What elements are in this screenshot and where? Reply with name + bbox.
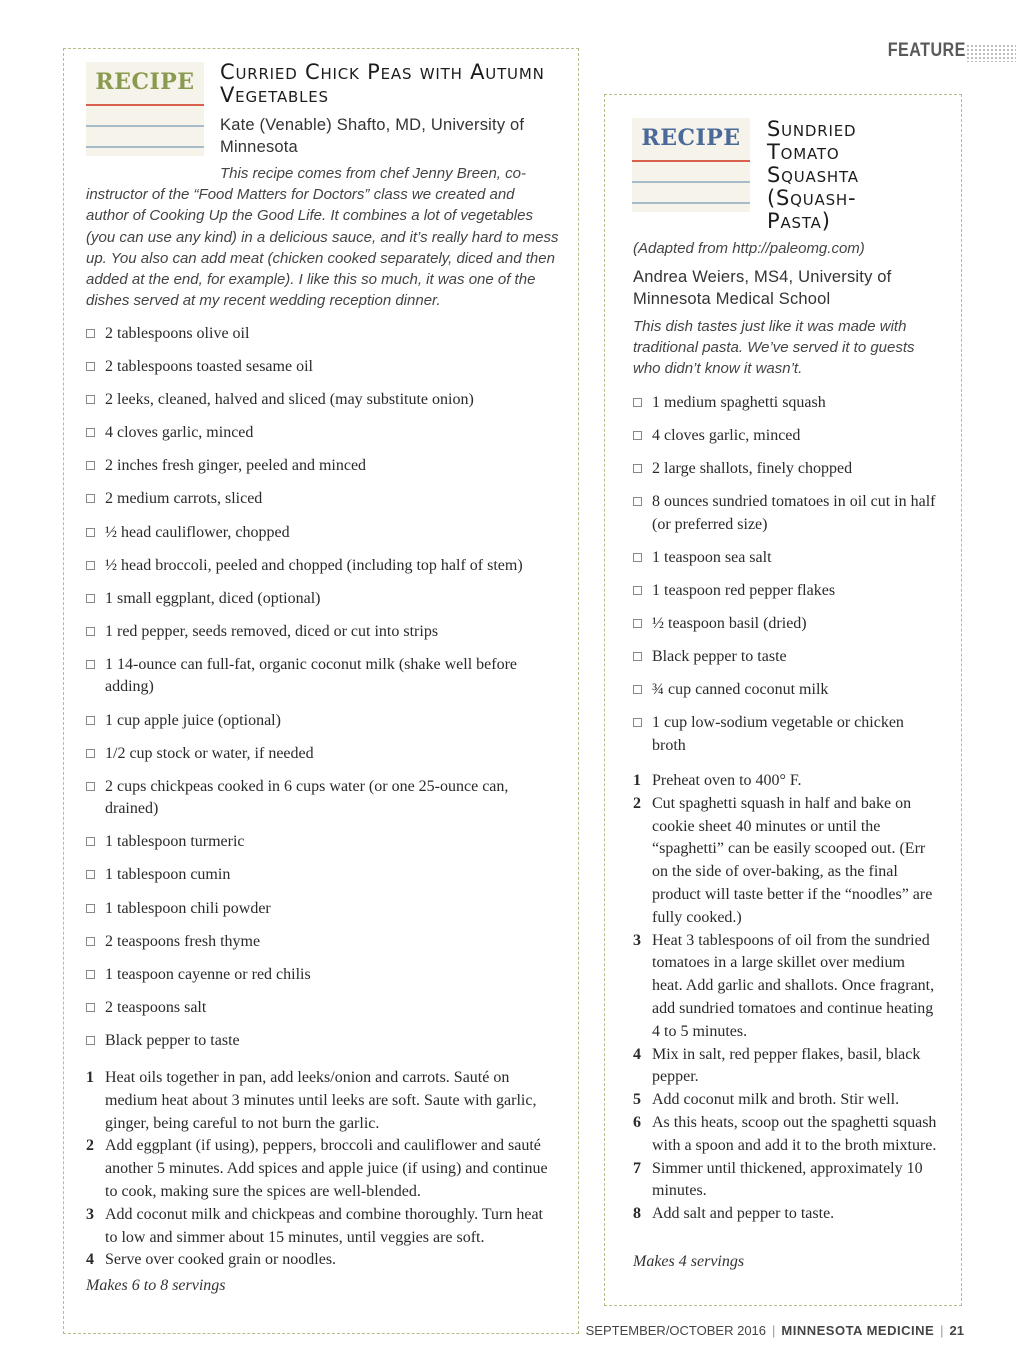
ingredient-text: 1/2 cup stock or water, if needed — [105, 744, 314, 762]
step-list-left — [86, 1067, 556, 1272]
step-text: Cut spaghetti squash in half and bake on cookie sheet 40 minutes or until the “spaghetti” can be easily scooped out. (Err on the side of over-baking, as the final product will taste better if the “noodles” are fully cooked.) — [652, 794, 933, 926]
step-item — [633, 1044, 939, 1090]
ingredient-item — [633, 547, 939, 570]
checkbox-icon[interactable] — [86, 904, 95, 913]
recipe-intro: This dish tastes just like it was made with traditional pasta. We’ve served it to guests who didn’t know it wasn’t. — [633, 318, 915, 378]
ingredient-text: 1 cup apple juice (optional) — [105, 711, 281, 729]
step-text: Add salt and pepper to taste. — [652, 1205, 835, 1223]
checkbox-icon[interactable] — [633, 718, 642, 727]
step-number: 8 — [633, 1205, 641, 1223]
recipe-author: Kate (Venable) Shafto, MD, University of Minnesota — [220, 116, 525, 156]
step-item — [633, 930, 939, 1044]
ingredient-item — [633, 491, 939, 536]
issue-date: SEPTEMBER/OCTOBER 2016 — [585, 1323, 767, 1338]
checkbox-icon[interactable] — [86, 461, 95, 470]
step-text: Simmer until thickened, approximately 10 minutes. — [652, 1159, 923, 1200]
ingredient-item — [86, 455, 556, 478]
ingredient-item — [86, 422, 556, 445]
checkbox-icon[interactable] — [633, 431, 642, 440]
ingredient-item — [86, 831, 556, 854]
ingredient-text: 1 14-ounce can full-fat, organic coconut milk (shake well before adding) — [105, 655, 517, 696]
badge-rule-red — [86, 104, 204, 106]
ingredient-item — [86, 743, 556, 766]
ingredient-text: 8 ounces sundried tomatoes in oil cut in half (or preferred size) — [652, 493, 936, 533]
step-number: 5 — [633, 1091, 641, 1109]
step-item — [633, 1203, 939, 1226]
checkbox-icon[interactable] — [633, 619, 642, 628]
checkbox-icon[interactable] — [86, 716, 95, 725]
step-text: Serve over cooked grain or noodles. — [105, 1251, 337, 1269]
checkbox-icon[interactable] — [86, 937, 95, 946]
step-text: Add coconut milk and broth. Stir well. — [652, 1091, 900, 1109]
ingredient-list-right — [633, 392, 939, 768]
ingredient-text: 2 leeks, cleaned, halved and sliced (may substitute onion) — [105, 391, 474, 409]
page-number: 21 — [949, 1323, 964, 1338]
step-list-right — [633, 770, 939, 1226]
step-item — [86, 1204, 556, 1250]
step-text: Preheat oven to 400° F. — [652, 772, 802, 789]
dot-pattern-decoration — [966, 44, 1016, 62]
checkbox-icon[interactable] — [86, 870, 95, 879]
ingredient-item — [86, 864, 556, 887]
step-item — [86, 1249, 556, 1272]
step-number: 1 — [633, 772, 641, 789]
ingredient-item — [86, 898, 556, 921]
ingredient-item — [633, 580, 939, 603]
step-text: Heat 3 tablespoons of oil from the sundried tomatoes in a large skillet over medium heat. Add garlic and shallots. Once fragrant, add sundried tomatoes and continue heating 4 to 5 minutes. — [652, 931, 935, 1040]
checkbox-icon[interactable] — [633, 652, 642, 661]
ingredient-item — [86, 654, 556, 699]
ingredient-item — [633, 646, 939, 669]
checkbox-icon[interactable] — [86, 594, 95, 603]
checkbox-icon[interactable] — [86, 395, 95, 404]
checkbox-icon[interactable] — [86, 749, 95, 758]
ingredient-list-left — [86, 323, 556, 1063]
ingredient-item — [86, 389, 556, 412]
ingredient-text: 1 small eggplant, diced (optional) — [105, 589, 321, 607]
step-number: 7 — [633, 1159, 641, 1177]
recipe-intro-text: This recipe comes from chef Jenny Breen, co-instructor of the “Food Matters for Doctors” class we created and author of Cooking Up the Good Life. It combines a lot of vegetables (you can use any kind) in a delicious sauce, and it’s really hard to mess up. You also can add meat (chicken cooked separately, diced and then added at the end, for example). I like this so much, it was one of the dishes served at my recent wedding reception dinner. — [86, 165, 559, 310]
magazine-name: MINNESOTA MEDICINE — [781, 1323, 935, 1338]
step-text: Mix in salt, red pepper flakes, basil, black pepper. — [652, 1045, 921, 1086]
ingredient-item — [86, 621, 556, 644]
step-item — [633, 1158, 939, 1204]
checkbox-icon[interactable] — [633, 464, 642, 473]
step-text: As this heats, scoop out the spaghetti squash with a spoon and add it to the broth mixture. — [652, 1113, 937, 1154]
ingredient-text: 1 red pepper, seeds removed, diced or cut into strips — [105, 622, 439, 640]
checkbox-icon[interactable] — [86, 782, 95, 791]
recipe-yield: Makes 4 servings — [633, 1253, 745, 1270]
ingredient-text: 2 teaspoons fresh thyme — [105, 932, 261, 950]
ingredient-text: Black pepper to taste — [105, 1031, 240, 1049]
ingredient-item — [86, 488, 556, 511]
step-item — [633, 770, 939, 793]
ingredient-item — [86, 356, 556, 379]
checkbox-icon[interactable] — [86, 561, 95, 570]
ingredient-text: 1 medium spaghetti squash — [652, 394, 826, 411]
step-number: 3 — [86, 1205, 94, 1223]
ingredient-text: 1 teaspoon cayenne or red chilis — [105, 965, 311, 983]
recipe-source: (Adapted from http://paleomg.com) — [633, 240, 865, 257]
step-item — [633, 793, 939, 930]
checkbox-icon[interactable] — [86, 494, 95, 503]
ingredient-item — [633, 392, 939, 415]
recipe-badge-left — [86, 62, 204, 156]
checkbox-icon[interactable] — [86, 362, 95, 371]
recipe-author: Andrea Weiers, MS4, University of Minnesota Medical School — [633, 268, 892, 308]
step-number: 6 — [633, 1113, 641, 1131]
ingredient-text: 2 tablespoons olive oil — [105, 325, 250, 342]
ingredient-text: ¾ cup canned coconut milk — [652, 681, 829, 699]
ingredient-item — [86, 522, 556, 545]
checkbox-icon[interactable] — [86, 329, 95, 338]
ingredient-text: 2 large shallots, finely chopped — [652, 460, 853, 478]
step-item — [86, 1135, 556, 1203]
ingredient-text: Black pepper to taste — [652, 648, 787, 666]
checkbox-icon[interactable] — [633, 553, 642, 562]
ingredient-text: 1 teaspoon sea salt — [652, 548, 772, 566]
ingredient-item — [86, 1030, 556, 1053]
ingredient-item — [633, 679, 939, 702]
step-item — [86, 1067, 556, 1135]
step-number: 2 — [633, 794, 641, 812]
step-number: 2 — [86, 1137, 94, 1155]
recipe-badge-right — [632, 118, 750, 212]
step-number: 4 — [86, 1251, 94, 1269]
ingredient-text: 4 cloves garlic, minced — [652, 427, 801, 445]
ingredient-item — [86, 997, 556, 1020]
ingredient-text: 1 cup low-sodium vegetable or chicken broth — [652, 714, 904, 754]
section-label: FEATURE — [887, 40, 966, 61]
checkbox-icon[interactable] — [86, 970, 95, 979]
ingredient-text: ½ head cauliflower, chopped — [105, 523, 290, 541]
ingredient-text: 2 cups chickpeas cooked in 6 cups water (or one 25-ounce can, drained) — [105, 777, 509, 818]
step-number: 4 — [633, 1045, 641, 1063]
ingredient-text: 2 tablespoons toasted sesame oil — [105, 358, 313, 376]
ingredient-item — [86, 964, 556, 987]
checkbox-icon[interactable] — [86, 1003, 95, 1012]
checkbox-icon[interactable] — [86, 528, 95, 537]
step-number: 1 — [86, 1069, 94, 1086]
recipe-yield: Makes 6 to 8 servings — [86, 1277, 226, 1294]
step-text: Add eggplant (if using), peppers, broccoli and cauliflower and sauté another 5 minutes. Add spices and apple juice (if using) and continue to cook, making sure the spices are well-blended. — [105, 1137, 548, 1200]
badge-rule-blue — [86, 125, 204, 127]
ingredient-text: 1 teaspoon red pepper flakes — [652, 581, 836, 599]
checkbox-icon[interactable] — [633, 586, 642, 595]
badge-rule-blue-2 — [86, 146, 204, 148]
ingredient-text: ½ teaspoon basil (dried) — [652, 615, 807, 633]
ingredient-text: 1 tablespoon cumin — [105, 866, 231, 884]
badge-rule-blue — [632, 181, 750, 183]
checkbox-icon[interactable] — [86, 660, 95, 669]
badge-rule-blue-2 — [632, 202, 750, 204]
recipe-title: Sundried Tomato Squashta (Squash-Pasta) — [767, 117, 859, 233]
checkbox-icon[interactable] — [86, 837, 95, 846]
ingredient-item — [633, 425, 939, 448]
ingredient-text: 2 medium carrots, sliced — [105, 490, 263, 508]
ingredient-text: ½ head broccoli, peeled and chopped (including top half of stem) — [105, 556, 523, 574]
checkbox-icon[interactable] — [86, 428, 95, 437]
ingredient-item — [633, 458, 939, 481]
checkbox-icon[interactable] — [86, 1036, 95, 1045]
ingredient-item — [86, 931, 556, 954]
ingredient-item — [633, 712, 939, 757]
step-number: 3 — [633, 931, 641, 949]
ingredient-item — [86, 588, 556, 611]
ingredient-text: 1 tablespoon chili powder — [105, 899, 271, 917]
ingredient-item — [86, 555, 556, 578]
checkbox-icon[interactable] — [633, 497, 642, 506]
checkbox-icon[interactable] — [633, 398, 642, 407]
ingredient-text: 2 teaspoons salt — [105, 998, 207, 1016]
recipe-intro — [86, 163, 560, 311]
recipe-title: Curried Chick Peas with Autumn Vegetables — [220, 60, 545, 107]
page-footer: SEPTEMBER/OCTOBER 2016 | MINNESOTA MEDICINE | 21 — [585, 1323, 964, 1338]
badge-rule-red — [632, 160, 750, 162]
step-text: Heat oils together in pan, add leeks/onion and carrots. Sauté on medium heat about 3 minutes until leeks are soft. Saute with garlic, ginger, being careful to not burn the garlic. — [105, 1069, 537, 1132]
ingredient-item — [86, 323, 556, 346]
ingredient-text: 4 cloves garlic, minced — [105, 424, 254, 442]
ingredient-item — [633, 613, 939, 636]
ingredient-item — [86, 710, 556, 733]
checkbox-icon[interactable] — [633, 685, 642, 694]
recipe-badge-text: RECIPE — [641, 125, 741, 151]
ingredient-item — [86, 776, 556, 821]
step-text: Add coconut milk and chickpeas and combine thoroughly. Turn heat to low and simmer about 15 minutes, until veggies are soft. — [105, 1205, 543, 1246]
ingredient-text: 2 inches fresh ginger, peeled and minced — [105, 457, 367, 475]
ingredient-text: 1 tablespoon turmeric — [105, 833, 245, 851]
step-item — [633, 1112, 939, 1158]
checkbox-icon[interactable] — [86, 627, 95, 636]
step-item — [633, 1089, 939, 1112]
recipe-badge-text: RECIPE — [95, 69, 195, 95]
